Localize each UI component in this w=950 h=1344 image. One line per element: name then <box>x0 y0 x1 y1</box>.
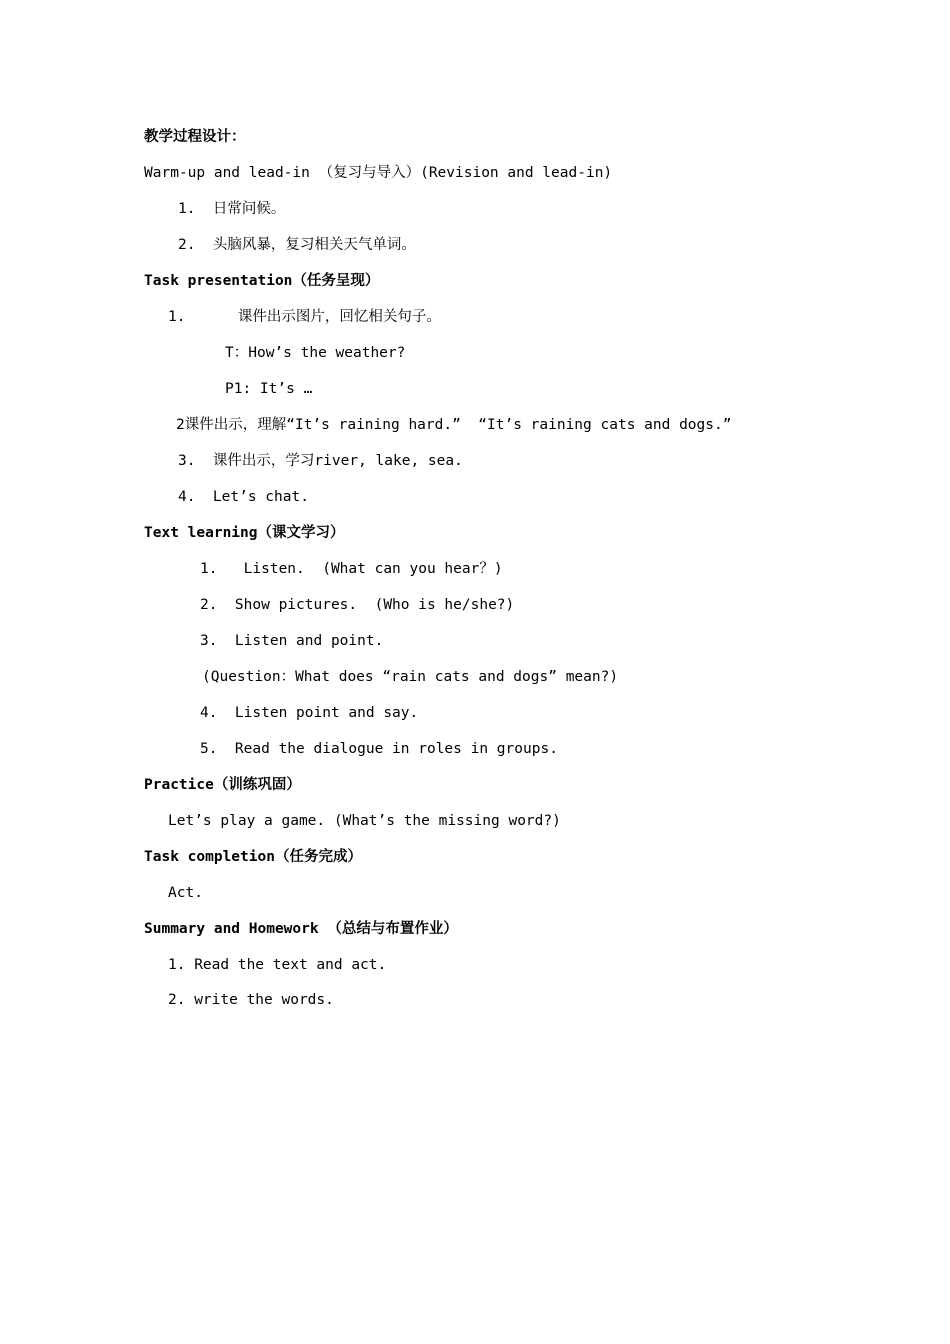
dialogue-line: P1: It’s … <box>225 381 313 397</box>
text-learning-item: 3. Listen and point. <box>200 633 384 649</box>
text-learning-item: 5. Read the dialogue in roles in groups. <box>200 741 558 757</box>
practice-text: Let’s play a game. (What’s the missing word?) <box>168 813 561 829</box>
task-presentation-item: 4. Let’s chat. <box>178 489 309 505</box>
task-presentation-item: 3. 课件出示，学习river, lake, sea. <box>178 453 463 469</box>
task-completion-text: Act. <box>168 885 203 901</box>
text-learning-item: 2. Show pictures. (Who is he/she?) <box>200 597 515 613</box>
section-heading-task-presentation: Task presentation（任务呈现） <box>144 273 380 289</box>
warmup-item: 2. 头脑风暴，复习相关天气单词。 <box>178 237 416 253</box>
section-heading-warmup: Warm-up and lead-in （复习与导入）(Revision and lead-in) <box>144 165 613 181</box>
dialogue-line: T：How’s the weather? <box>225 345 406 361</box>
text-learning-item: 4. Listen point and say. <box>200 705 419 721</box>
summary-item: 1. Read the text and act. <box>168 957 387 973</box>
section-heading-practice: Practice（训练巩固） <box>144 777 301 793</box>
page-title: 教学过程设计： <box>144 129 246 145</box>
summary-item: 2. write the words. <box>168 992 334 1008</box>
task-presentation-item: 2课件出示，理解“It’s raining hard.” “It’s raining cats and dogs.” <box>176 417 732 433</box>
section-heading-text-learning: Text learning（课文学习） <box>144 525 345 541</box>
warmup-item: 1. 日常问候。 <box>178 201 286 217</box>
task-presentation-item: 1. 课件出示图片，回忆相关句子。 <box>168 309 441 325</box>
text-learning-item: 1. Listen. (What can you hear？) <box>200 561 503 577</box>
section-heading-task-completion: Task completion（任务完成） <box>144 849 362 865</box>
text-learning-question: (Question：What does “rain cats and dogs” mean?) <box>202 669 619 685</box>
section-heading-summary: Summary and Homework （总结与布置作业） <box>144 921 458 937</box>
